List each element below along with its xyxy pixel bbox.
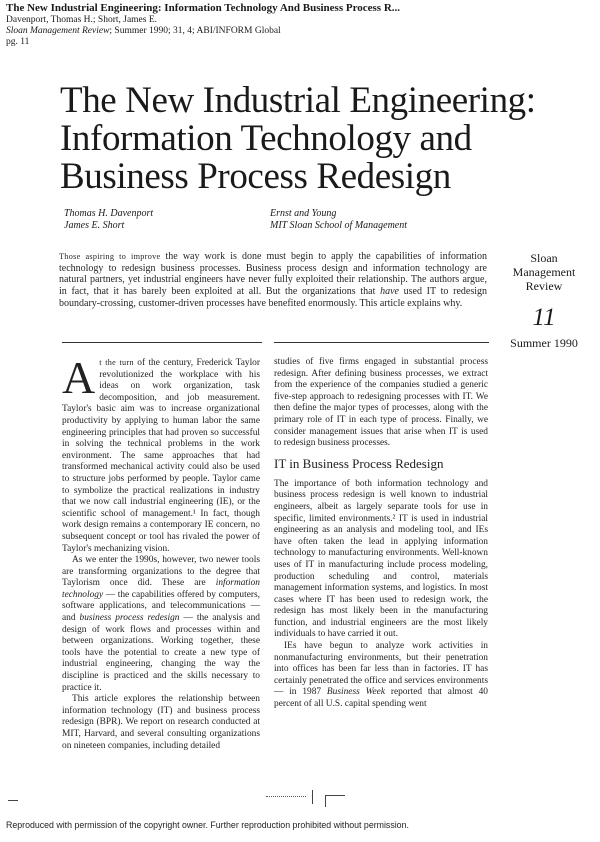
- column-rule: [274, 342, 489, 343]
- journal-name-line: Management: [512, 265, 576, 279]
- body-column-left: [62, 352, 260, 752]
- paragraph-text: As we enter the 1990s, however, two newer tools are transforming organizations to the degree that Taylorism once did. These are: [62, 555, 260, 589]
- body-paragraph: This article explores the relationship between information technology (IT) and business process redesign (BPR). We report on research conducted at MIT, Harvard, and several consulting organizations on nineteen companies, including detailed: [62, 694, 260, 751]
- page-number: 11: [532, 304, 556, 331]
- source-details: ; Summer 1990; 31, 4; ABI/INFORM Global: [109, 26, 281, 36]
- paragraph-text: — the analysis and design of work flows and processes within and between organizations. Working together, these tools have the potential to create a new type of industrial engineering, changing the way the discipline is practiced and the skills necessary to practice it.: [62, 613, 260, 693]
- author-affiliation: Ernst and Young: [270, 208, 337, 219]
- paragraph-text: IEs have begun to analyze work activities in nonmanufacturing environments, but their penetration into offices has been far less than in factories. IT has certainly penetrated the office and services environments — in 1987: [274, 641, 488, 698]
- author-affiliation: MIT Sloan School of Management: [270, 220, 408, 231]
- document-header-authors: Davenport, Thomas H.; Short, James E.: [6, 15, 158, 25]
- italic-term: Business Week: [326, 687, 385, 698]
- abstract-text: the way work is done must begin to apply the capabilities of information technology to redesign business processes. Business process design and information technology are natural partners, yet industrial engineers have never fully exploited their relationship. The authors argue, in fact, that it has barely been exploited at all. But the organizations that: [59, 251, 487, 298]
- journal-name-line: Sloan: [530, 251, 558, 265]
- article-title: [60, 80, 536, 197]
- body-paragraph: The importance of both information technology and business process redesign is well known to industrial engineers, albeit as largely separate tools for use in specific, limited environments.² IT is used in industrial engineering as an analysis and modeling tool, and IEs have often taken the lead in applying information technology to manufacturing environments. Well-known uses of IT in manufacturing include process modeling, production scheduling and control, materials management information systems, and logistics. In most cases where IT has been used to redesign work, the redesign has most likely been in the manufacturing function, and industrial engineers are the most likely individuals to have carried it out.: [274, 478, 488, 640]
- document-header-page: pg. 11: [6, 37, 30, 47]
- journal-name-line: Review: [525, 279, 563, 293]
- document-header-source: [6, 26, 281, 36]
- issue-date: Summer 1990: [510, 336, 578, 350]
- article-title-line: The New Industrial Engineering:: [60, 80, 536, 121]
- author-name: James E. Short: [64, 220, 125, 231]
- article-title-line: Information Technology and: [60, 118, 472, 159]
- opening-smallcaps: t the turn: [99, 358, 134, 367]
- reproduction-notice: Reproduced with permission of the copyright owner. Further reproduction prohibited without permission.: [6, 820, 409, 830]
- author-name: Thomas H. Davenport: [64, 208, 154, 219]
- body-paragraph: studies of five firms engaged in substantial process redesign. After defining business processes, we extract from the experience of the companies studied a generic five-step approach to redesigning processes with IT. We then define the major types of processes, along with the primary role of IT in each type of process. Finally, we consider management issues that arise when IT is used to redesign business processes.: [274, 357, 488, 449]
- paragraph-text: reported that almost 40 percent of all U.S. capital spending went: [274, 687, 488, 710]
- body-paragraph: [274, 641, 488, 711]
- paragraph-text: of the century, Frederick Taylor revolutionized the workplace with his ideas on work organization, task decomposition, and job measurement. Taylor's basic aim was to increase organizational productivity by applying to human labor the same engineering principles that had proven so successful in solving the technical problems in the work environment. The same approaches that had transformed mechanical activity could also be used to structure jobs performed by people. Taylor came to symbolize the practical realizations in industry that we now call industrial engineering (IE), or the scientific school of management.¹ In fact, though work design remains a contemporary IE concern, no subsequent concept or tool has rivaled the power of Taylor's mechanizing vision.: [62, 358, 260, 554]
- drop-cap: A: [62, 352, 96, 403]
- abstract-italic-word: have: [380, 286, 399, 298]
- column-rule: [62, 342, 262, 343]
- source-journal: Sloan Management Review: [6, 26, 110, 36]
- abstract-smallcaps-opening: Those aspiring to improve: [59, 252, 161, 261]
- body-paragraph: [62, 352, 260, 555]
- journal-margin-name: [502, 251, 586, 293]
- scan-mark: [325, 795, 345, 796]
- body-column-right: [274, 357, 488, 711]
- paragraph-text: — the capabilities offered by computers, software applications, and telecommunications — and: [62, 589, 260, 624]
- body-paragraph: [62, 555, 260, 694]
- scan-mark: [266, 796, 306, 798]
- italic-term: business process redesign: [79, 613, 180, 624]
- article-title-line: Business Process Redesign: [60, 156, 451, 197]
- italic-term: information technology: [62, 578, 260, 600]
- section-heading: IT in Business Process Redesign: [274, 455, 444, 471]
- article-abstract: [59, 251, 487, 310]
- abstract-text: used IT to redesign boundary-crossing, customer-driven processes have benefited enormously. This article explains why.: [59, 286, 487, 309]
- scan-mark: [8, 800, 18, 801]
- document-header-title: The New Industrial Engineering: Information Technology And Business Process R...: [6, 2, 401, 14]
- scan-mark: [312, 790, 313, 804]
- scan-mark: [325, 795, 326, 807]
